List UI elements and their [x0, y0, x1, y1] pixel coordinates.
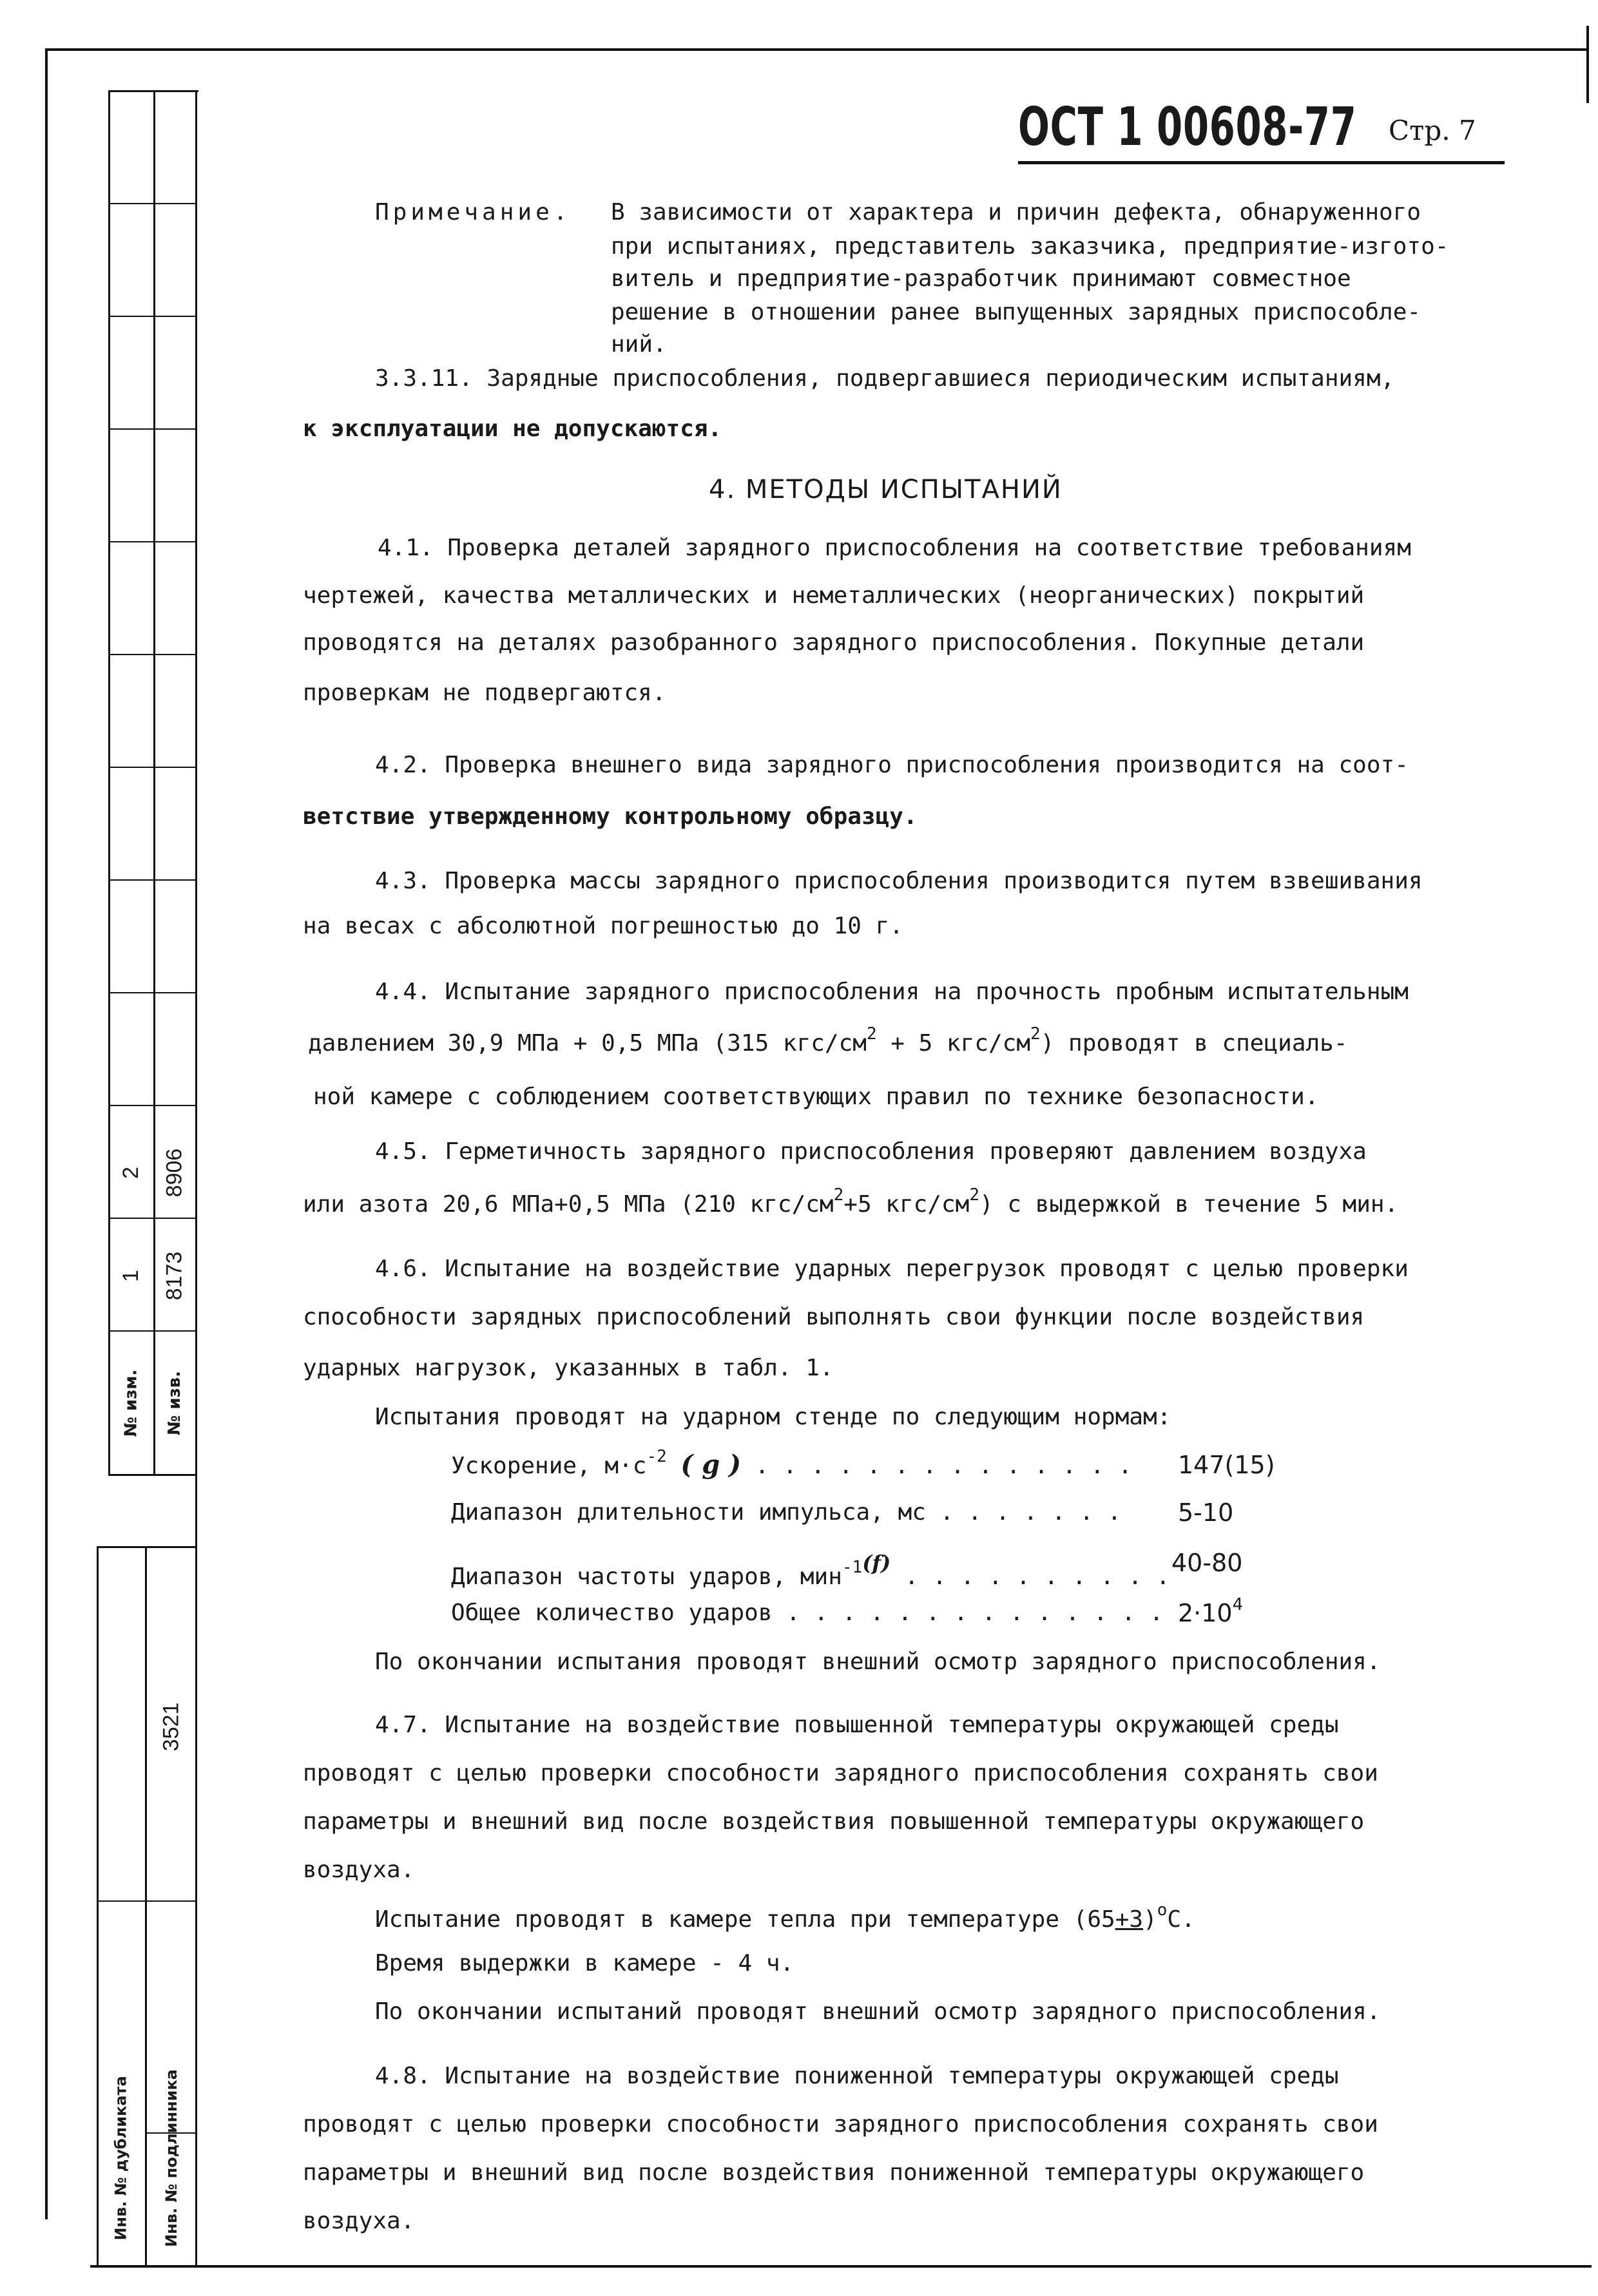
- norm-row-total-impacts: [451, 1602, 1163, 1625]
- norm-label: Общее количество ударов: [451, 1600, 773, 1626]
- p47-line: параметры и внешний вид после воздействия повышенной температуры окружающего: [303, 1808, 1365, 1835]
- p44-line-2: давлением 30,9 МПа + 0,5 МПа (315 кгс/$см^2 + 5$ кгс/$см^2$) проводят в специаль-: [308, 1024, 1348, 1057]
- p44-line: ной камере с соблюдением соответствующих правил по технике безопасности.: [313, 1084, 1319, 1110]
- norm-row-pulse-duration: [451, 1501, 1121, 1524]
- p46-line: 4.6. Испытание на воздействие ударных перегрузок проводят с целью проверки: [375, 1256, 1409, 1282]
- p47-line: воздуха.: [303, 1857, 415, 1883]
- norm-label: Ускорение, м·с: [451, 1453, 647, 1479]
- change-1-value: 1: [118, 1269, 143, 1282]
- margin-col-line-3: [195, 90, 197, 2266]
- norm-row-impact-frequency: [451, 1551, 1170, 1589]
- note-label: Примечание.: [375, 199, 572, 225]
- handwritten-f: (f): [862, 1551, 891, 1575]
- note-line: В зависимости от характера и причин дефекта, обнаруженного: [611, 199, 1421, 225]
- p43-line: на весах с абсолютной погрешностью до 10 г.: [303, 913, 903, 939]
- notice-2-cell: [153, 1121, 195, 1224]
- norm-row-acceleration: [451, 1447, 1132, 1480]
- inv-dubl-label-cell: [97, 2055, 145, 2261]
- margin-row-4: [108, 541, 197, 542]
- leader-dots: . . . . . . . . . . . . . .: [772, 1600, 1164, 1626]
- izm-label: № изм.: [121, 1369, 141, 1437]
- izm-label-cell: [108, 1334, 153, 1472]
- inv-podl-label: Инв. № подлинника: [162, 2069, 180, 2247]
- p42-line: ветствие утвержденному контрольному образцу.: [303, 803, 918, 830]
- norm-label: Диапазон частоты ударов, мин: [451, 1564, 842, 1590]
- p46-line: ударных нагрузок, указанных в табл. 1.: [303, 1355, 834, 1381]
- p48-line: 4.8. Испытание на воздействие пониженной температуры окружающей среды: [375, 2063, 1339, 2089]
- p45-line: 4.5. Герметичность зарядного приспособления проверяют давлением воздуха: [375, 1138, 1367, 1165]
- section-title: 4. МЕТОДЫ ИСПЫТАНИЙ: [709, 475, 1063, 504]
- change-2-value: 2: [118, 1166, 143, 1179]
- p47-outro: По окончании испытаний проводят внешний осмотр зарядного приспособления.: [375, 1998, 1381, 2025]
- margin-row-12: [108, 1474, 197, 1476]
- margin-row-2: [108, 316, 197, 317]
- p3311-line: к эксплуатации не допускаются.: [303, 416, 722, 442]
- note-line: ний.: [611, 331, 667, 358]
- margin-row-9: [108, 1105, 197, 1106]
- p46-line: способности зарядных приспособлений выполнять свои функции после воздействия: [303, 1304, 1365, 1330]
- margin-top-line: [108, 90, 198, 92]
- p48-line: проводят с целью проверки способности зарядного приспособления сохранять свои: [303, 2111, 1378, 2138]
- p47-line: проводят с целью проверки способности зарядного приспособления сохранять свои: [303, 1760, 1378, 1786]
- p48-line: воздуха.: [303, 2208, 415, 2234]
- frame-left-line: [45, 48, 48, 2219]
- frame-bottom-line: [90, 2265, 1592, 2268]
- p45-line-2: или азота 20,6 МПа+0,5 МПа (210 кгс/$см^2+5$ кгс/$см^2$) с выдержкой в течение 5 мин.: [303, 1185, 1399, 1218]
- margin-lower-mid-line: [97, 1900, 197, 1902]
- p47-line: 4.7. Испытание на воздействие повышенной температуры окружающей среды: [375, 1712, 1339, 1738]
- header-rule: [1018, 161, 1505, 164]
- notice-1-value: 8173: [162, 1251, 187, 1300]
- norms-outro: По окончании испытания проводят внешний осмотр зарядного приспособления.: [375, 1649, 1381, 1675]
- inv-podl-value-cell: [147, 1643, 195, 1810]
- p3311-line: 3.3.11. Зарядные приспособления, подвергавшиеся периодическим испытаниям,: [375, 365, 1395, 392]
- notice-1-cell: [153, 1224, 195, 1327]
- leader-dots: . . . . . . .: [925, 1499, 1122, 1526]
- p48-line: параметры и внешний вид после воздействия пониженной температуры окружающего: [303, 2159, 1365, 2186]
- change-1-cell: [108, 1224, 153, 1327]
- izv-label-cell: [153, 1334, 195, 1472]
- inv-podl-label-cell: [147, 2055, 195, 2261]
- norms-intro: Испытания проводят на ударном стенде по следующим нормам:: [375, 1404, 1171, 1430]
- page-label: Стр. 7: [1389, 115, 1476, 146]
- p43-line: 4.3. Проверка массы зарядного приспособления производится путем взвешивания: [375, 868, 1423, 894]
- p41-line: 4.1. Проверка деталей зарядного приспособления на соответствие требованиям: [378, 535, 1411, 561]
- handwritten-g: ( g ): [680, 1449, 742, 1480]
- norm-sup: -2: [646, 1447, 667, 1466]
- frame-top-line: [45, 48, 1588, 51]
- inv-podl-value: 3521: [159, 1702, 184, 1751]
- margin-row-1: [108, 203, 197, 204]
- note-line: витель и предприятие-разработчик принимают совместное: [611, 265, 1351, 292]
- norm-label: Диапазон длительности импульса, мс: [451, 1499, 926, 1526]
- margin-row-11: [108, 1330, 197, 1332]
- inv-dubl-label: Инв. № дубликата: [111, 2076, 130, 2241]
- p41-line: чертежей, качества металлических и неметаллических (неорганических) покрытий: [303, 582, 1365, 609]
- margin-row-6: [108, 767, 197, 768]
- norm-value: 40-80: [1171, 1549, 1243, 1577]
- p42-line: 4.2. Проверка внешнего вида зарядного приспособления производится на соот-: [375, 752, 1409, 778]
- change-2-cell: [108, 1121, 153, 1224]
- p47-time: Время выдержки в камере - 4 ч.: [375, 1950, 794, 1976]
- p44-line: 4.4. Испытание зарядного приспособления на прочность пробным испытательным: [375, 979, 1409, 1005]
- norm-sup: -1: [842, 1558, 863, 1577]
- norm-value: 5-10: [1178, 1498, 1234, 1527]
- notice-2-value: 8906: [162, 1148, 187, 1197]
- p41-line: проверкам не подвергаются.: [303, 680, 666, 706]
- page-header: [1018, 97, 1508, 167]
- frame-right-line: [1586, 26, 1589, 103]
- margin-row-5: [108, 654, 197, 655]
- margin-row-7: [108, 879, 197, 881]
- p41-line: проводятся на деталях разобранного зарядного приспособления. Покупные детали: [303, 629, 1365, 656]
- margin-row-3: [108, 428, 197, 430]
- margin-lower-top-line: [97, 1546, 197, 1548]
- margin-row-8: [108, 992, 197, 993]
- note-line: при испытаниях, представитель заказчика, предприятие-изгото-: [611, 233, 1449, 260]
- izv-label: № изв.: [164, 1370, 184, 1435]
- leader-dots: . . . . . . . . . . . . . .: [741, 1453, 1132, 1479]
- doc-code: ОСТ 1 00608-77: [1018, 97, 1357, 158]
- norm-value: $2\cdot 10^4$: [1178, 1595, 1244, 1627]
- leader-dots: . . . . . . . . . .: [890, 1564, 1170, 1590]
- note-line: решение в отношении ранее выпущенных зарядных приспособле-: [611, 299, 1421, 325]
- norm-value: 147(15): [1178, 1451, 1275, 1479]
- p47-temp-line: Испытание проводят в камере тепла при температуре $(65+3)^oC$.: [375, 1900, 1195, 1933]
